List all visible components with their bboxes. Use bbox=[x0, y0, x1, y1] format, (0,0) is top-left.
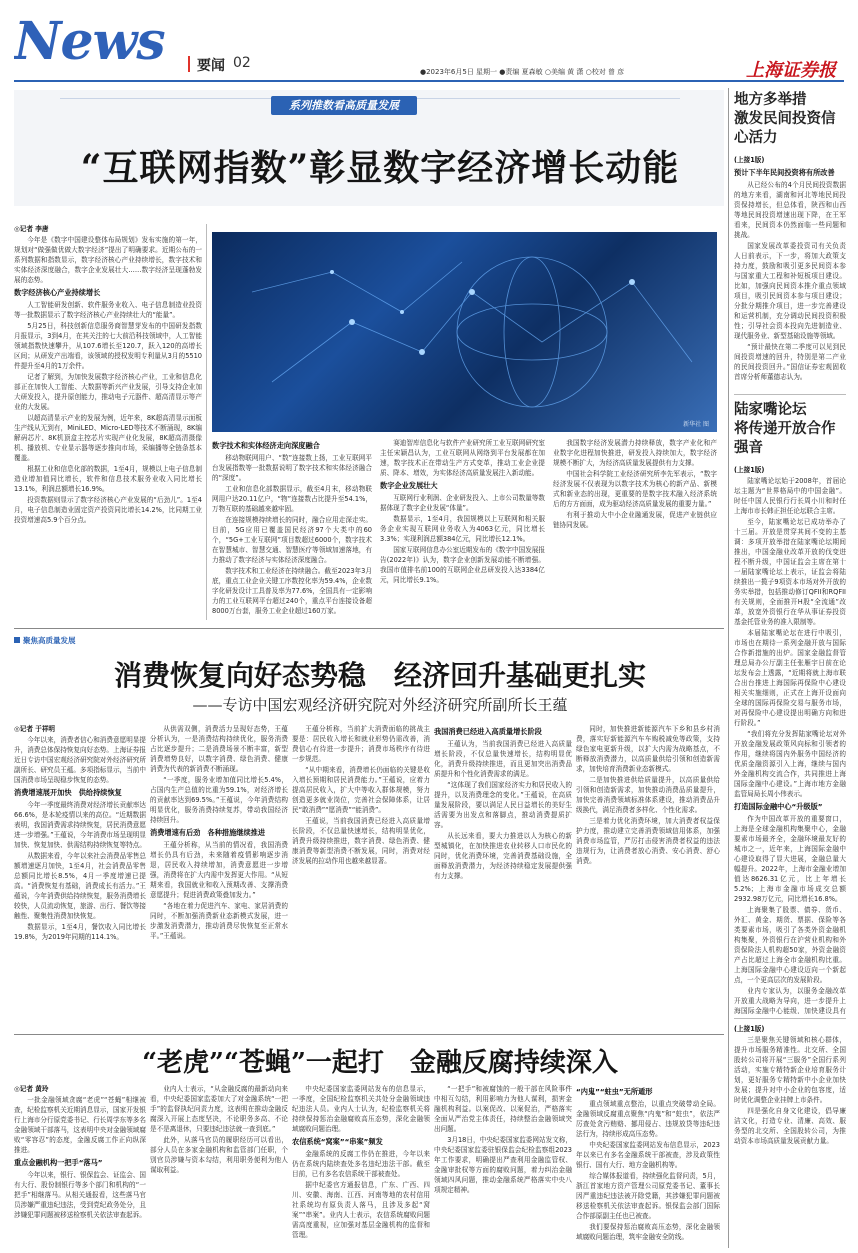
paragraph: 据中纪委官方通报信息，广东、广西、四川、安徽、海南、江西、河南等地的农村信用社系统均有原负责人落马，且涉及多起“窝案”“串案”。业内人士表示，农信系统腐败问题需高度重视，应加强对基层金融机构的监督和管理。 bbox=[292, 1181, 430, 1239]
subheading: 预计下半年民间投资将有所改善 bbox=[734, 168, 835, 177]
network-globe-illustration bbox=[212, 232, 717, 432]
sidebar-story-2 bbox=[734, 400, 846, 1014]
story1-kicker-wrap bbox=[244, 94, 444, 116]
story3-col-1 bbox=[14, 1084, 146, 1246]
paragraph: “各地在着力促进汽车、家电、家居消费的同时，不断加强消费新业态新模式发展，进一步激发消费潜力，推动消费尽快恢复至正常水平。”王蕴说。 bbox=[150, 902, 288, 940]
sidebar-divider bbox=[734, 1018, 846, 1019]
paragraph: 王蕴认为，当前我国消费已经进入高质量增长阶段，不仅总量快速增长，结构明显优化，消费升级持续推进，而且更加突出消费品质提升和个性化消费需求的满足。 bbox=[434, 740, 572, 778]
photo-credit: 新华社 图 bbox=[683, 421, 709, 428]
paragraph: 此外，从落马官员的履职经历可以看出，部分人员在多家金融机构和监管部门任职，个别官员涉嫌与资本勾结，利用职务便利为他人谋取利益。 bbox=[150, 1136, 288, 1174]
paragraph: 根据工业和信息化部的数据，1至4月，规模以上电子信息制造业增加值同比增长，软件和信息技术服务业收入同比增长13.1%，利润总额增长16.9%。 bbox=[14, 465, 202, 493]
story3-col-5 bbox=[576, 1084, 720, 1246]
paragraph: 5月25日，科技创新信息服务商智慧芽发布的中国研发指数月报显示，3到4月，在其关注的七大前沿科技领域中，人工智能领域指数快速攀升，从107.6增长至120.7，跃入120的高增长区间；从研发产出端看，该领域的授权发明专利量从3月的5510件提升至4月的1万余件。 bbox=[14, 322, 202, 370]
section-name: 要闻 bbox=[197, 58, 225, 73]
story2-headline: 消费恢复向好态势稳 经济回升基础更扎实 bbox=[113, 659, 646, 692]
sidebar-story-3 bbox=[734, 1024, 846, 1246]
paragraph: 数字技术和工业经济在持续融合。截至2023年3月底，重点工业企业关键工序数控化率为59.4%，企业数字化研发设计工具普及率为77.6%，全国具有一定影响力的工业互联网平台超过240个，重点平台连接设备超8000万台套，服务工业企业超过160万家。 bbox=[212, 567, 372, 615]
paragraph: 今年是《数字中国建设整体布局规划》发布实施的第一年，规划对“做强做优做大数字经济”提出了明确要求。近期公布的一系列数据和指数显示，数字经济核心产业持续增长，数字技术和实体经济深度融合，数字企业发展壮大……数字经济呈现蓬勃发展的态势。 bbox=[14, 236, 202, 284]
paragraph: 四是强化自身文化建设，倡导廉洁文化，打造专业、清廉、高效、服务型的北交所、全国股转公司，为推动资本市场高质量发展贡献力量。 bbox=[734, 1107, 846, 1145]
paragraph: 从已经公布的4个月民间投资数据的地方来看，湖南和河北等地民间投资保持增长，但总体看，陕西和山西等地民间投资增速出现下降，在王军看来，民间资本仍然面临一些问题和挑战。 bbox=[734, 181, 846, 239]
paragraph: 有利于推动大中小企业融通发展，促进产业链供应链协同发展。 bbox=[553, 511, 717, 529]
paragraph: 互联网行业利润、企业研发投入、上市公司数量等数据体现了数字企业发展“体量”。 bbox=[380, 494, 545, 512]
subheading: 数字经济核心产业持续增长 bbox=[14, 288, 101, 297]
paragraph: “预计最快在第二季度可以见到民间投资增速的回升，特别是第二产业的民间投资回升。”国信证券宏观固收首席分析师董德志认为。 bbox=[734, 343, 846, 381]
subheading: “内鬼”“蛀虫”无所遁形 bbox=[576, 1087, 653, 1096]
story2-tag bbox=[14, 634, 214, 646]
story1-col-2 bbox=[212, 438, 372, 620]
subheading: 消费增速有后劲 各种措施继续推进 bbox=[150, 828, 266, 837]
paragraph: 作为中国改革开放的重要窗口，上海是全球金融机构集聚中心，金融要素市场最齐全，金融环境最友好的城市之一，近年来，上海国际金融中心建设取得了显大进展，金融总量大幅提升。2022年，上海市金融业增加值达8626.31亿元，比上年增长5.2%；上海市金融市场成交总额2932.98万亿元，同比增长16.8%。 bbox=[734, 815, 846, 903]
story3-col-2 bbox=[150, 1084, 288, 1246]
story1-col-3 bbox=[380, 438, 545, 620]
sidebar1-title: 地方多举措 激发民间投资信心活力 bbox=[734, 91, 836, 146]
paragraph: 王蕴分析称，从当前的情况看，我国消费增长仍具有后劲，未来随着疫情影响逐步消退，居民收入持续增加，消费意愿进一步增强，消费将在扩大内需中发挥更大作用。“从短期来看，我国就业和收入预期改善、支撑消费意愿提升；促进消费政策叠加发力。” bbox=[150, 841, 288, 899]
sidebar-divider bbox=[734, 394, 846, 395]
story3-byline: ◎记者 黄玲 bbox=[14, 1085, 49, 1093]
paragraph: 本届陆家嘴论坛在进行中吸引，市场也在期待一系列金融开放与国际合作新措施的出炉。国家金融监督管理总局办公厅副主任张雁宇日前在论坛发布会上透露，“近期将就上海市联合出台推进上海国际再保险中心建设相关实施细则，正式在上海开设面向全球的国际再保险交易与服务市场，对再保险中心建设提出明确方向和进行阶段。” bbox=[734, 629, 846, 727]
column-rule bbox=[206, 224, 207, 620]
paragraph: 在连接规模持续增长的同时，融合应用走深走实。目前，5G应用已覆盖国民经济97个大类中的60个，“5G+工业互联网”项目数超过6000个，数字技术在智慧城市、智慧交通、智慧医疗等领域加速落地，有力推动了数字经济与实体经济深度融合。 bbox=[212, 516, 372, 564]
story2-col-3 bbox=[292, 724, 430, 1030]
paragraph: 国家发展改革委投资司有关负责人日前表示，下一步，将加大政策支持力度，鼓励和吸引更多民间资本参与国家重大工程和补短板项目建设。比如，加强向民间资本推介重点领域项目，吸引民间资本参与项目建设；分批分期推介项目，进一步完善建设和运营机制，充分调动民间投资积极性；引导社会资本投向先进制造业、现代服务业、新型基础设施等领域。 bbox=[734, 242, 846, 340]
story1-byline: ◎记者 李唐 bbox=[14, 225, 49, 233]
subheading: 农信系统“窝案”“串案”频发 bbox=[292, 1137, 383, 1146]
paragraph: 业内人士表示，“从金融反腐的最新动向来看，中央纪委国家监委加大了对金融系统“一把手”的监督执纪问责力度，这表明在推动金融反腐深入开展上态度坚决，不论职务多高、不论是不是离退休，只要违纪违法就一查到底。” bbox=[150, 1085, 288, 1133]
story3-col-3 bbox=[292, 1084, 430, 1246]
story-divider bbox=[14, 628, 724, 629]
paragraph: 二是加快推进供给质量提升，以高质量供给引领和创造新需求，加快推动消费品质量提升，加快完善消费领域标准体系建设，推动消费品升级换代，满足消费者多样化、个性化需求。 bbox=[576, 776, 720, 814]
tag-square-icon bbox=[14, 637, 20, 643]
brand-divider bbox=[188, 56, 190, 72]
paragraph: 王蕴说，当前我国消费已经进入高质量增长阶段，不仅总量快速增长，结构明显优化，消费升级持续推进，数字消费、绿色消费、健康消费等新型消费不断发展，同时，消费对经济发展的拉动作用也越来越显著。 bbox=[292, 817, 430, 865]
story1-col-4 bbox=[553, 438, 717, 620]
paragraph: 金融系统的反腐工作仍在推进，今年以来仍在系统内陆续查处多名违纪违法干部。截至目前，已有多名农信系统干部被查处。 bbox=[292, 1150, 430, 1178]
sidebar2-source: (上接1版) bbox=[734, 466, 765, 474]
paragraph: 同时，加快推进新能源汽车下乡和县乡村消费，落实好新能源汽车车购税减免等政策，支持绿色家电更新升级，以扩大内需为战略基点，不断释放消费潜力，以高质量供给引领和创造新需求，加快培育消费新业态新模式。 bbox=[576, 725, 720, 773]
story1-col-1 bbox=[14, 224, 202, 620]
paragraph: 中央纪委国家监委网站发布的信息显示，一季度，全国纪检监察机关共处分金融领域违纪违法人员。业内人士认为，纪检监察机关将持续保持惩治金融腐败高压态势，深化金融领域腐败问题治理。 bbox=[292, 1085, 430, 1133]
story2-col-1 bbox=[14, 724, 146, 1030]
paragraph: 以超高清显示产业的发展为例，近年来，8K超高清显示面板生产线从无到有，MiniLED、Micro-LED等技术不断涌现，8K编解码芯片、8K机顶盒主控芯片实现产业化发展，8K超高清摄像机、播放机、专业显示器等逐步推向市场，采编播等全链条基本覆盖。 bbox=[14, 414, 202, 462]
story2-tag-label: 聚焦高质量发展 bbox=[23, 635, 76, 645]
paragraph: 中国社会科学院工业经济研究所李先军表示，“数字经济发展不仅表现为以数字技术为核心的新产品、新模式和新业态的出现，更重要的是数字技术融入经济系统后的方方面面，成为驱动经济高质量发展的重要力量。” bbox=[553, 470, 717, 508]
subheading: 消费增速展开加快 供给持续恢复 bbox=[14, 788, 122, 797]
paragraph: 工业和信息化部数据显示，截至4月末，移动物联网用户达20.11亿户，“物”连接数占比提升至54.1%，万物互联的基础越来越牢固。 bbox=[212, 485, 372, 513]
paragraph: 数据显示，1至4月，我国规模以上互联网和相关服务企业实现互联网业务收入为4063亿元，同比增长3.3%；实现利润总额384亿元，同比增长12.1%。 bbox=[380, 515, 545, 543]
story-divider bbox=[14, 1034, 724, 1035]
story2-byline: ◎记者 于祥明 bbox=[14, 725, 56, 733]
subheading: 我国消费已经进入高质量增长阶段 bbox=[434, 727, 542, 736]
sidebar1-source: (上接1版) bbox=[734, 156, 765, 164]
sidebar-story-1 bbox=[734, 90, 846, 390]
paragraph: “一把手”和被腐蚀的一般干部在风险事件中相互勾结，利用影响力为他人谋利，损害金融机构利益。以案促改、以案促治，严格落实全面从严治党主体责任，持续整治金融领域突出问题。 bbox=[434, 1085, 572, 1133]
paragraph: 重点领域重点整治，以重点突破带动全局。金融领域反腐重点聚焦“内鬼”和“蛀虫”，依法严厉查处贪污贿赂、挪用侵占、违规放贷等违纪违法行为，持续形成高压态势。 bbox=[576, 1100, 720, 1138]
paragraph: 陆家嘴论坛始于2008年，首届论坛主题为“世界格局中的中国金融”。时任中国人民银行行长周小川和时任上海市市长韩正担任论坛联合主席。 bbox=[734, 477, 846, 515]
story1-kicker: 系列推数看高质量发展 bbox=[271, 96, 417, 115]
paragraph: 投资数据则显示了数字经济核心产业发展的“后劲儿”。1至4月，电子信息制造业固定资产投资同比增长14.2%，比同期工业投资增速高5.9个百分点。 bbox=[14, 496, 202, 524]
paragraph: 数据显示，1至4月，餐饮收入同比增长19.8%，为2019年同期的114.1%。 bbox=[14, 923, 146, 941]
paragraph: 中央纪委国家监委网站发布信息显示，2023年以来已有多名金融系统干部被查，涉及政策性银行、国有大行、地方金融机构等。 bbox=[576, 1141, 720, 1169]
paragraph: 国家互联网信息办公室近期发布的《数字中国发展报告(2022年)》认为，数字企业创新发展动能不断增强。我国市值排名前100的互联网企业总研发投入达3384亿元，同比增长9.1%。 bbox=[380, 546, 545, 584]
paragraph: “从中期来看，消费增长仍面临的关键是收入增长预期和居民消费能力。”王蕴说，应着力提高居民收入，扩大中等收入群体规模，努力创造更多就业岗位，完善社会保障体系，让居民“敢消费”“愿消费”“能消费”。 bbox=[292, 766, 430, 814]
subheading: 数字企业发展壮大 bbox=[380, 481, 438, 490]
paper-name: 上海证券报 bbox=[746, 60, 836, 80]
paragraph: 从长远来看，要大力推进以人为核心的新型城镇化，在加快推进农业转移人口市民化的同时，优化消费环境，完善消费基础设施，全面释放消费潜力，为经济持续稳定发展提供强有力支撑。 bbox=[434, 832, 572, 880]
paragraph: 记者了解到，为加快发展数字经济核心产业，工业和信息化部正在加快人工智能、大数据等新兴产业发展，引导支持企业加大研发投入，提升原创能力，推动电子元器件、超高清显示等产业的大发展。 bbox=[14, 373, 202, 411]
story2-subhead: ——专访中国宏观经济研究院对外经济研究所副所长王蕴 bbox=[192, 696, 568, 714]
paragraph: 从数据来看，今年以来社会消费品零售总额增速逐月加快，1至4月，社会消费品零售总额同比增长8.5%，4月一季度增速已提高。“消费恢复有基础，消费成长有活力。”王蕴说，今年消费供给持续恢复，服务消费增长较快，人员流动恢复，旅游、出行、餐饮等接触性、聚集性消费加快恢复。 bbox=[14, 852, 146, 920]
paragraph: 今年以来，银行、银保监会、证监会、国有大行、股份制银行等多个部门和机构的“一把手”相继落马。从相关通报看，这些落马官员涉嫌严重违纪违法，受到党纪政务处分，且涉嫌犯罪问题被移送检察机关依法审查起诉。 bbox=[14, 1171, 146, 1219]
paragraph: 今年以来，消费者信心和消费意愿明显提升，消费总体保持恢复向好态势。上海证券报近日专访中国宏观经济研究院对外经济研究所副所长、研究员王蕴。多项指标显示，当前中国消费市场呈现稳步恢复的态势。 bbox=[14, 736, 146, 784]
date-line: ●2023年6月5日 星期一 ●责编 夏森敏 ○美编 黄 潇 ○校对 曾 彦 bbox=[420, 68, 625, 76]
paragraph: 一批金融领域贪腐“老虎”“苍蝇”相继被查，纪检监察机关近期消息显示，国家开发银行上海市分行原党委书记、行长周学东等多名金融领域干部落马，这表明中央对金融领域腐败“零容忍”的态度，金融反腐工作正向纵深推进。 bbox=[14, 1096, 146, 1154]
paragraph: 3月18日，中央纪委国家监委网站发文称，中央纪委国家监委驻银保监会纪检监察组2023年工作要求，明确提出严查利用金融监管权、金融审批权等方面的腐败问题，着力纠治金融领域四风问题，推动金融系统严格落实中央八项规定精神。 bbox=[434, 1136, 572, 1194]
subheading: 数字技术和实体经济走向深度融合 bbox=[212, 441, 320, 450]
paragraph: 三是着力优化消费环境，加大消费者权益保护力度，推动建立完善消费领域信用体系，加强消费市场监管，严厉打击侵害消费者权益的违法违规行为，让消费者放心消费、安心消费、舒心消费。 bbox=[576, 817, 720, 865]
story2-col-5 bbox=[576, 724, 720, 1030]
story2-col-2 bbox=[150, 724, 288, 1030]
section-brand: News bbox=[14, 14, 165, 72]
story1-headline: “互联网指数”彰显数字经济增长动能 bbox=[80, 147, 680, 189]
page-number: 02 bbox=[233, 55, 251, 71]
sidebar2-title: 陆家嘴论坛 将传递开放合作强音 bbox=[734, 401, 836, 456]
paragraph: 今年一季度最终消费对经济增长贡献率达66.6%，是本轮疫情以来的高位。“近期数据表明，我国消费需求持续恢复，居民消费意愿进一步增强。”王蕴说，今年消费市场呈现明显加快、恢复加快、供需结构持续恢复等特点。 bbox=[14, 801, 146, 849]
sidebar-rule bbox=[728, 88, 729, 1248]
paragraph: 赛迪智库信息化与软件产业研究所工业互联网研究室主任宋颖昌认为，工业互联网从网络到平台发展都在加速，数字技术正在带动生产方式变革，推动工业企业提质、降本、增效，为实体经济高质量发展注入新动能。 bbox=[380, 439, 545, 477]
masthead-rule bbox=[14, 80, 844, 82]
paragraph: 移动物联网用户、“数”连接数上扬，工业互联网平台发展指数等一批数据说明了数字技术和实体经济融合的“深度”。 bbox=[212, 454, 372, 482]
story2-col-4 bbox=[434, 724, 572, 1030]
paragraph: “我们将充分发挥陆家嘴论坛对外开放金融发展政策风向标和引领者的作用，继续将国内外服务中国经济的优质金融资源引入上海，继续与国内外金融机构交流合作，共同推进上海国际金融中心建设。”上海市地方金融监管局局长周小伟表示。 bbox=[734, 730, 846, 798]
paragraph: 至今，陆家嘴论坛已成功举办了十三届。开放是贯穿其间不变的主基调：多项开放举措在陆家嘴论坛期间推出，中国金融业改革开放的伐变进程不断升级，中国证监会主席在第十一届陆家嘴论坛上表示，证监会将陆续推出一揽子9项资本市场对外开放的务实举措，包括推动修订QFII和RQFII有关规则，全面推开H股“全流通”改革，放宽外资银行在华从事证券投资基金托管业务的准入限制等。 bbox=[734, 518, 846, 626]
paragraph: “这体现了我们国家经济实力和居民收入的提升，以及消费理念的变化。”王蕴说，在高质量发展阶段，要以满足人民日益增长的美好生活需要为出发点和落脚点，推动消费提质扩容。 bbox=[434, 781, 572, 829]
paragraph: 三是聚焦关键领域和核心群体，提升市场服务精准性。北交所、全国股转公司将开展“三服务”全国行系列活动，实施专精特新企业培育服务计划，更好服务专精特新中小企业加快发展；提升对中小企业的包容度，适时优化调整企业挂牌上市条件。 bbox=[734, 1036, 846, 1104]
story3-col-4 bbox=[434, 1084, 572, 1246]
story3-headline: “老虎”“苍蝇”一起打 金融反腐持续深入 bbox=[142, 1048, 618, 1078]
paragraph: 上海聚集了股票、债券、货币、外汇、黄金、期货、票据、保险等各类要素市场，吸引了各类外资金融机构集聚，外资银行在沪营业机构和外资保险法人机构超50家，外资金融资产占比超过上海全市金融机构比重。上海国际金融中心建设迈向一个新起点，一个更高层次的发展阶段。 bbox=[734, 906, 846, 984]
paragraph: 从供需双侧，消费活力呈现好态势，王蕴分析认为，一是消费结构持续优化，服务消费占比逐步提升；二是消费场景不断丰富，新型消费增势良好，以数字消费、绿色消费、健康消费为代表的新消费不断涌现。 bbox=[150, 725, 288, 773]
paragraph: 综合媒体报道看，持续强化监督问责，5月，浙江首家地方资产管理公司原党委书记、董事长因严重违纪违法被开除党籍，其涉嫌犯罪问题被移送检察机关依法审查起诉。银保监会部门国际合作部原副主任也已被查。 bbox=[576, 1172, 720, 1220]
paragraph: 业内专家认为，以服务金融改革开放重大战略为导向，进一步提升上海国际金融中心能级，加快建设具有 bbox=[734, 987, 846, 1014]
subheading: 打造国际金融中心“升级版” bbox=[734, 802, 823, 811]
story1-photo bbox=[212, 232, 717, 432]
paragraph: 王蕴分析称，当前扩大消费面临的挑战主要是：居民收入增长和就业形势仍需改善，消费信心有待进一步提升；消费市场秩序有待进一步规范。 bbox=[292, 725, 430, 763]
paragraph: 我们要保持惩治腐败高压态势，深化金融领域腐败问题治理，筑牢金融安全防线。 bbox=[576, 1223, 720, 1241]
paragraph: 人工智能研发创新、软件服务业收入、电子信息制造业投资等一批数据显示了数字经济核心产业持续壮大的“能量”。 bbox=[14, 301, 202, 319]
paragraph: 我国数字经济发展潜力持续释放，数字产业化和产业数字化进程加快推进，研发投入持续加大，数字经济规模不断扩大，为经济高质量发展提供有力支撑。 bbox=[553, 439, 717, 467]
subheading: 重点金融机构一把手“落马” bbox=[14, 1158, 103, 1167]
paragraph: “一季度，服务业增加值同比增长5.4%，占国内生产总值的比重为59.1%，对经济增长的贡献率达到69.5%。”王蕴说，今年消费结构明显优化，服务消费持续复苏，带动我国经济持续回升。 bbox=[150, 776, 288, 824]
sidebar3-source: (上接1版) bbox=[734, 1025, 765, 1033]
